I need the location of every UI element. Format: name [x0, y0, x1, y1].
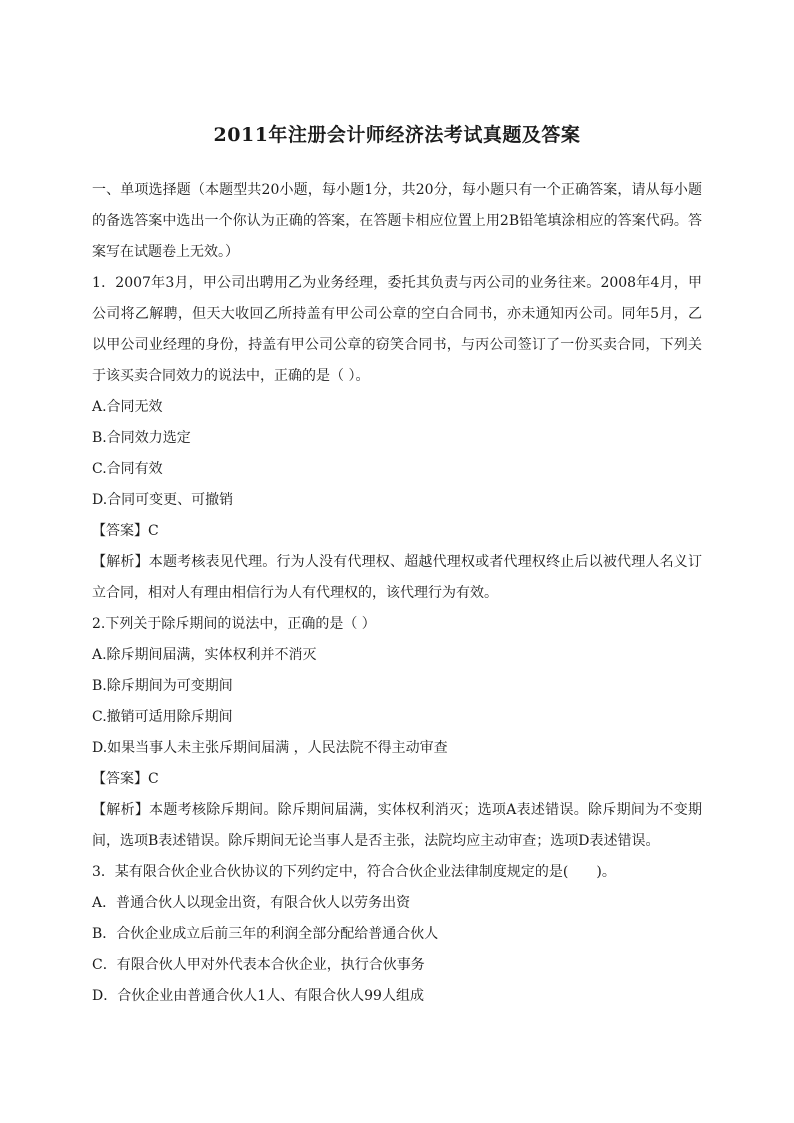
question-2-option-c: C.撤销可适用除斥期间: [92, 709, 233, 725]
question-2-option-d: D.如果当事人未主张斥期间届满 ，人民法院不得主动审查: [92, 740, 448, 756]
question-1-answer: 【答案】C: [92, 523, 159, 539]
question-1-option-c: C.合同有效: [92, 461, 163, 477]
question-3-option-d: D．合伙企业由普通合伙人1人、有限合伙人99人组成: [92, 988, 424, 1004]
question-1-option-a: A.合同无效: [92, 399, 163, 415]
question-3-option-c: C．有限合伙人甲对外代表本合伙企业，执行合伙事务: [92, 957, 425, 973]
question-2-option-a: A.除斥期间届满，实体权利并不消灭: [92, 647, 317, 663]
question-2-option-b: B.除斥期间为可变期间: [92, 678, 233, 694]
question-1-analysis: 【解析】本题考核表见代理。行为人没有代理权、超越代理权或者代理权终止后以被代理人名义订立合同，相对人有理由相信行为人有代理权的，该代理行为有效。: [92, 554, 702, 601]
question-3-option-a: A．普通合伙人以现金出资，有限合伙人以劳务出资: [92, 895, 411, 911]
question-1-option-d: D.合同可变更、可撤销: [92, 492, 234, 508]
question-2-answer: 【答案】C: [92, 771, 159, 787]
question-2-stem: 2.下列关于除斥期间的说法中，正确的是（ ）: [92, 616, 376, 632]
question-3-option-b: B．合伙企业成立后前三年的利润全部分配给普通合伙人: [92, 926, 439, 942]
page-title: 2011年注册会计师经济法考试真题及答案: [213, 124, 581, 146]
question-1-option-b: B.合同效力选定: [92, 430, 191, 446]
question-1-stem: 1．2007年3月，甲公司出聘用乙为业务经理，委托其负责与丙公司的业务往来。2008年4月，甲公司将乙解聘，但天大收回乙所持盖有甲公司公章的空白合同书，亦未通知丙公司。同年5月，乙以甲公司业经理的身份，持盖有甲公司公章的窃笑合同书，与丙公司签订了一份买卖合同，下列关于该买卖合同效力的说法中，正确的是（ ）。: [92, 275, 702, 384]
document-body: [92, 175, 702, 1012]
question-3-stem: 3．某有限合伙企业合伙协议的下列约定中，符合合伙企业法律制度规定的是( )。: [92, 864, 616, 880]
question-2-analysis: 【解析】本题考核除斥期间。除斥期间届满，实体权利消灭；选项A表述错误。除斥期间为不变期间，选项B表述错误。除斥期间无论当事人是否主张，法院均应主动审查；选项D表述错误。: [92, 802, 702, 849]
section-intro: 一、单项选择题（本题型共20小题，每小题1分，共20分，每小题只有一个正确答案，请从每小题的备选答案中选出一个你认为正确的答案，在答题卡相应位置上用2B铅笔填涂相应的答案代码。答案写在试题卷上无效。）: [92, 182, 702, 260]
